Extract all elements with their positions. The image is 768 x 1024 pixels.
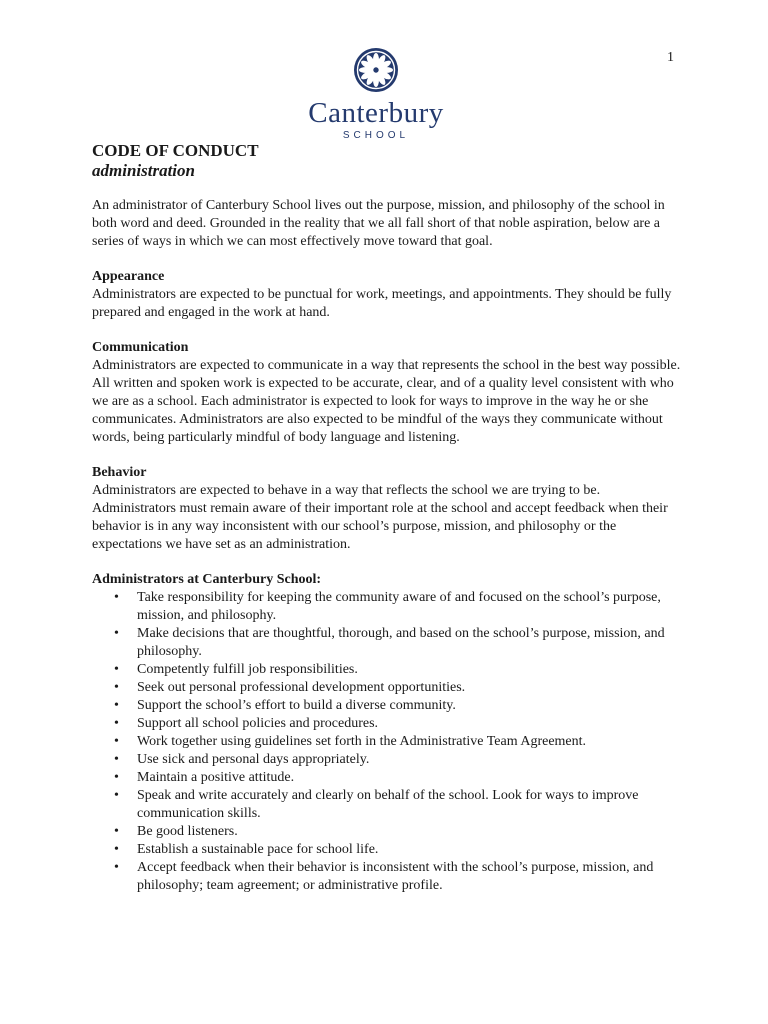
bullet-icon: • [114,770,119,785]
section-behavior [92,464,682,554]
section-communication [92,339,682,447]
list-item: • Accept feedback when their behavior is inconsistent with the school’s purpose, mission, and philosophy; team agreement; or administrative profile. [114,860,654,893]
document-subtitle: administration [92,161,195,180]
section-appearance [92,268,682,322]
bullet-icon: • [114,752,119,767]
list-item: • Make decisions that are thoughtful, thorough, and based on the school’s purpose, mission, and philosophy. [114,626,665,659]
section-text: Administrators are expected to communicate in a way that represents the school in the best way possible. All written and spoken work is expected to be accurate, clear, and of a quality level consistent with who we are as a school. Each administrator is expected to look for ways to improve in the way he or she communicates. Administrators are also expected to be mindful of the ways they communicate without words, being particularly mindful of body language and listening. [92,358,681,445]
list-item: • Seek out personal professional development opportunities. [114,680,466,695]
section-heading: Communication [92,340,189,355]
bullet-icon: • [114,842,119,857]
bullet-icon: • [114,680,119,695]
logo-subtitle: SCHOOL [342,130,410,141]
page-number: 1 [667,50,674,65]
list-item: • Work together using guidelines set forth in the Administrative Team Agreement. [114,734,587,749]
section-heading: Appearance [92,269,165,284]
list-heading: Administrators at Canterbury School: [92,572,322,587]
rose-window-emblem-icon [352,46,400,94]
responsibilities-list [92,589,682,895]
bullet-icon: • [114,662,119,677]
intro-paragraph: An administrator of Canterbury School lives out the purpose, mission, and philosophy of the school in both word and deed. Grounded in the reality that we all fall short of that noble aspiration, below are a series of ways in which we can most effectively move toward that goal. [92,198,665,249]
list-item: • Support the school’s effort to build a diverse community. [114,698,456,713]
bullet-icon: • [114,698,119,713]
list-item: • Establish a sustainable pace for school life. [114,842,379,857]
section-text: Administrators are expected to be punctual for work, meetings, and appointments. They should be fully prepared and engaged in the work at hand. [92,287,672,320]
document-body [92,141,682,895]
document-title: CODE OF CONDUCT [92,141,259,160]
list-item: • Be good listeners. [114,824,238,839]
bullet-icon: • [114,626,119,641]
bullet-icon: • [114,860,119,875]
bullet-icon: • [114,824,119,839]
logo-wordmark: Canterbury [308,97,444,129]
list-item: • Maintain a positive attitude. [114,770,295,785]
list-item: • Use sick and personal days appropriately. [114,752,370,767]
list-item: • Support all school policies and procedures. [114,716,379,731]
bullet-icon: • [114,734,119,749]
section-text: Administrators are expected to behave in a way that reflects the school we are trying to be. Administrators must remain aware of their important role at the school and accept feedback when their behavior is in any way inconsistent with our school’s purpose, mission, and philosophy or the expectations we have set as an administration. [92,483,668,552]
list-item: • Take responsibility for keeping the community aware of and focused on the school’s purpose, mission, and philosophy. [114,590,661,623]
bullet-icon: • [114,788,119,803]
list-item: • Speak and write accurately and clearly on behalf of the school. Look for ways to improve communication skills. [114,788,639,821]
school-logo [296,46,456,141]
bullet-icon: • [114,716,119,731]
list-item: • Competently fulfill job responsibilities. [114,662,358,677]
bullet-icon: • [114,590,119,605]
section-heading: Behavior [92,465,147,480]
